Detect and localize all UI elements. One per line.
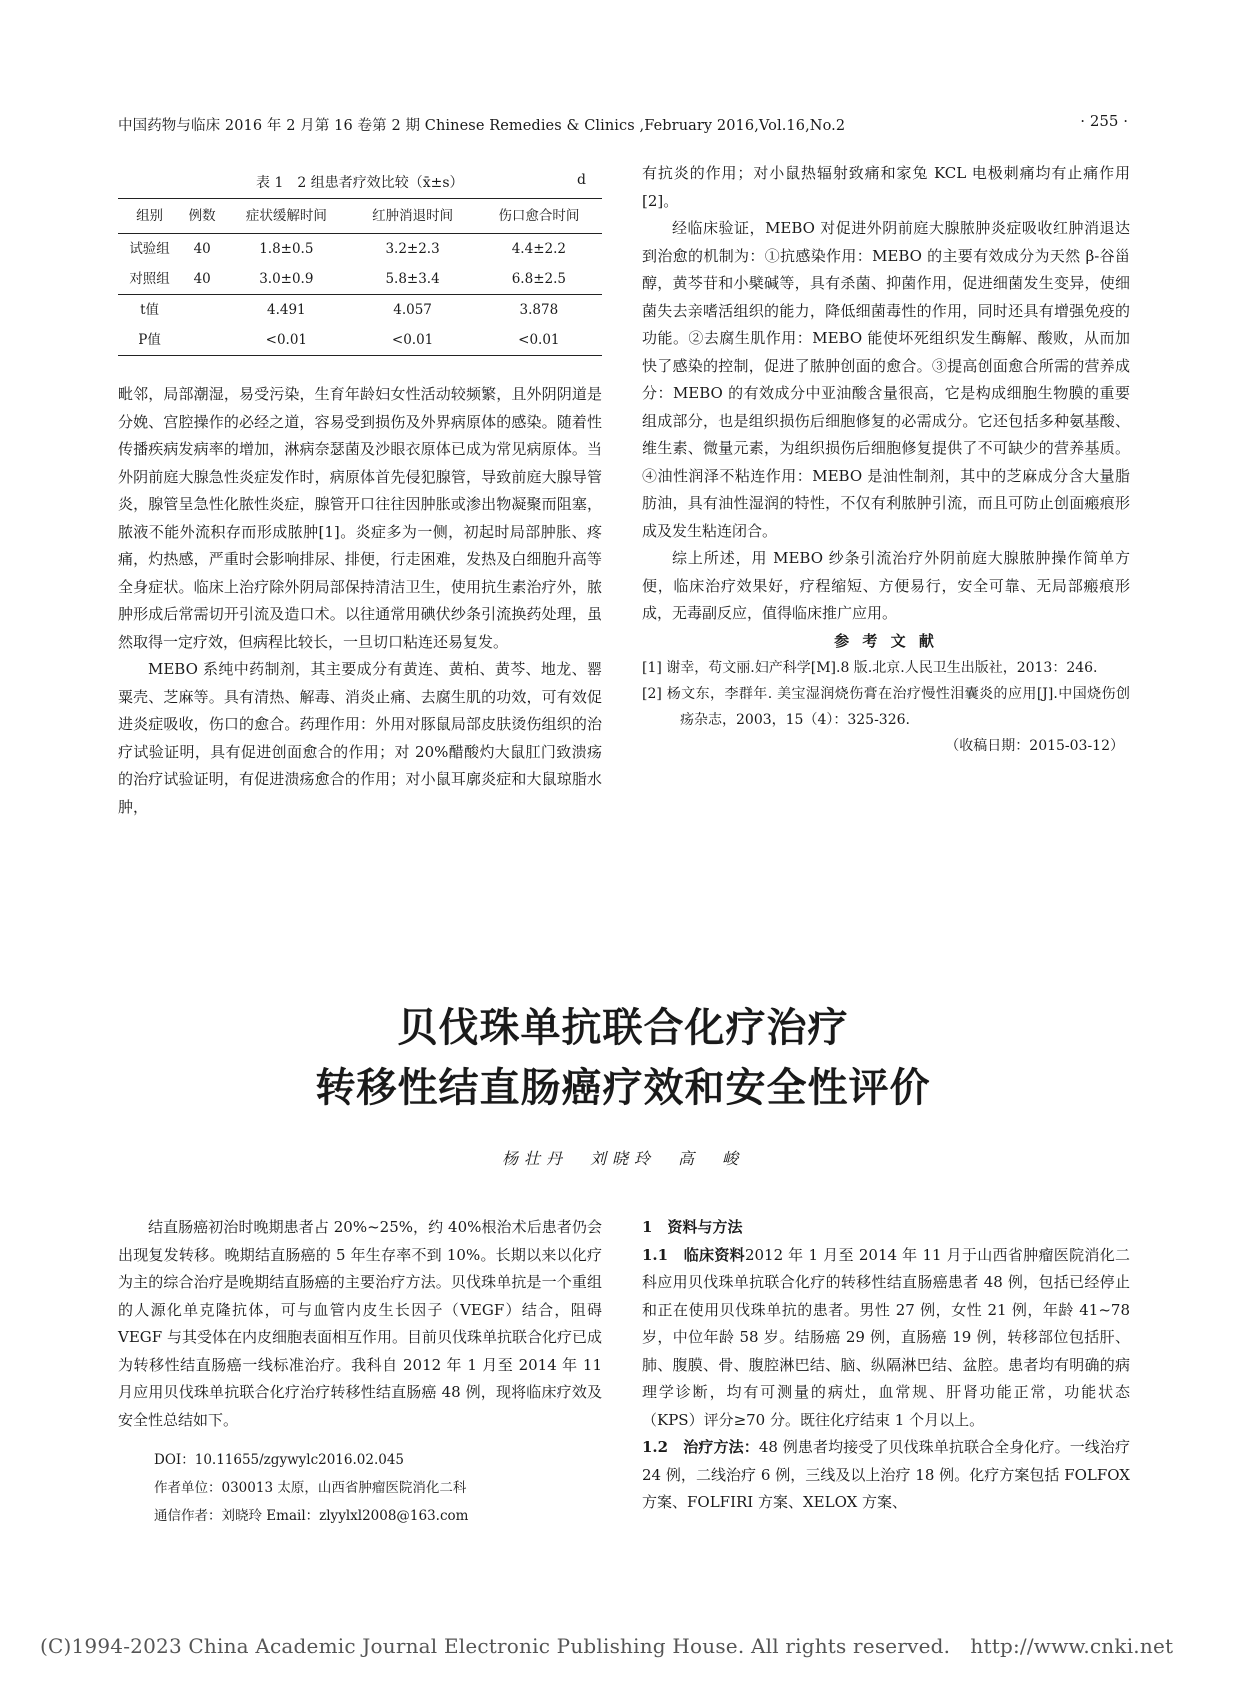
section-heading: 1 资料与方法 — [642, 1218, 743, 1236]
table-caption — [118, 172, 602, 192]
paragraph-text: 48 例患者均接受了贝伐珠单抗联合全身化疗。一线治疗 24 例，二线治疗 6 例，三线及以上治疗 18 例。化疗方案包括 FOLFOX 方案、FOLFIRI 方案、XELOX 方案、 — [642, 1438, 1130, 1511]
table-header-row — [118, 199, 602, 234]
table-cell: 试验组 — [129, 241, 170, 257]
title-line: 贝伐珠单抗联合化疗治疗 — [397, 1005, 849, 1051]
table-cell: P值 — [118, 325, 181, 356]
paragraph-text: 2012 年 1 月至 2014 年 11 月于山西省肿瘤医院消化二科应用贝伐珠单抗联合化疗的转移性结直肠癌患者 48 例，包括已经停止和正在使用贝伐珠单抗的患者。男性 27 例，女性 21 例，年龄 41~78 岁，中位年龄 58 岁。结肠癌 29 例，直肠癌 19 例，转移部位包括肝、肺、腹膜、骨、腹腔淋巴结、脑、纵隔淋巴结、盆腔。患者均有明确的病理学诊断，均有可测量的病灶，血常规、肝肾功能正常，功能状态（KPS）评分≥70 分。既往化疗结束 1 个月以上。 — [642, 1245, 1130, 1429]
table-cell: 40 — [193, 241, 211, 257]
table-cell: 6.8±2.5 — [511, 271, 566, 287]
table-cell: 5.8±3.4 — [385, 271, 440, 287]
table-row — [118, 295, 602, 326]
right-column-bottom — [642, 1214, 1130, 1517]
body-paragraph: 有抗炎的作用；对小鼠热辐射致痛和家兔 KCL 电极刺痛均有止痛作用[2]。 — [642, 164, 1130, 210]
table-row — [118, 264, 602, 295]
copyright-footer: (C)1994-2023 China Academic Journal Electronic Publishing House. All rights reserved. http://www.cnki.net — [40, 1634, 1174, 1658]
table-title: 表 1 2 组患者疗效比较（x̄±s） — [256, 175, 464, 191]
doi: DOI：10.11655/zgywylc2016.02.045 — [154, 1452, 405, 1468]
table-cell: 3.878 — [476, 295, 602, 326]
table-row — [118, 234, 602, 265]
reference-item: [2] 杨文东，李群年. 美宝湿润烧伤膏在治疗慢性泪囊炎的应用[J].中国烧伤创疡杂志，2003，15（4）：325-326. — [642, 686, 1130, 728]
body-paragraph: MEBO 系纯中药制剂，其主要成分有黄连、黄柏、黄芩、地龙、罂粟壳、芝麻等。具有清热、解毒、消炎止痛、去腐生肌的功效，可有效促进炎症吸收，伤口的愈合。药理作用：外用对豚鼠局部皮肤烫伤组织的治疗试验证明，具有促进创面愈合的作用；对 20%醋酸灼大鼠肛门致溃疡的治疗试验证明，有促进溃疡愈合的作用；对小鼠耳廓炎症和大鼠琼脂水肿， — [118, 660, 602, 816]
table-cell: 4.4±2.2 — [511, 241, 566, 257]
right-column-top — [642, 160, 1130, 761]
left-column-bottom — [118, 1214, 602, 1530]
table-cell: <0.01 — [223, 325, 349, 356]
corresponding-author: 通信作者：刘晓玲 Email：zlyylxl2008@163.com — [154, 1508, 469, 1524]
column-header: 例数 — [188, 208, 216, 224]
body-paragraph: 结直肠癌初治时晚期患者占 20%~25%，约 40%根治术后患者仍会出现复发转移。晚期结直肠癌的 5 年生存率不到 10%。长期以来以化疗为主的综合治疗是晚期结直肠癌的主要治疗方法。贝伐珠单抗是一个重组的人源化单克隆抗体，可与血管内皮生长因子（VEGF）结合，阻碍 VEGF 与其受体在内皮细胞表面相互作用。目前贝伐珠单抗联合化疗已成为转移性结直肠癌一线标准治疗。我科自 2012 年 1 月至 2014 年 11 月应用贝伐珠单抗联合化疗治疗转移性结直肠癌 48 例，现将临床疗效及安全性总结如下。 — [118, 1218, 602, 1429]
table-cell: 对照组 — [129, 271, 170, 287]
table-cell: 4.491 — [223, 295, 349, 326]
table-cell: <0.01 — [349, 325, 475, 356]
body-paragraph: 综上所述，用 MEBO 纱条引流治疗外阴前庭大腺脓肿操作简单方便，临床治疗效果好，疗程缩短、方便易行，安全可靠、无局部瘢痕形成，无毒副反应，值得临床推广应用。 — [642, 549, 1130, 622]
table-row — [118, 325, 602, 356]
references-heading: 参 考 文 献 — [834, 631, 938, 650]
body-paragraph: 毗邻，局部潮湿，易受污染，生育年龄妇女性活动较频繁，且外阴阴道是分娩、宫腔操作的必经之道，容易受到损伤及外界病原体的感染。随着性传播疾病发病率的增加，淋病奈瑟菌及沙眼衣原体已成为常见病原体。当外阴前庭大腺急性炎症发作时，病原体首先侵犯腺管，导致前庭大腺导管炎，腺管呈急性化脓性炎症，腺管开口往往因肿胀或渗出物凝聚而阻塞，脓液不能外流积存而形成脓肿[1]。炎症多为一侧，初起时局部肿胀、疼痛，灼热感，严重时会影响排尿、排便，行走困难，发热及白细胞升高等全身症状。临床上治疗除外阴局部保持清洁卫生，使用抗生素治疗外，脓肿形成后常需切开引流及造口术。以往通常用碘伏纱条引流换药处理，虽然取得一定疗效，但病程比较长，一旦切口粘连还易复发。 — [118, 385, 602, 651]
body-paragraph — [642, 1242, 1130, 1435]
body-paragraph: 经临床验证，MEBO 对促进外阴前庭大腺脓肿炎症吸收红肿消退达到治愈的机制为：①抗感染作用：MEBO 的主要有效成分为天然 β-谷甾醇，黄芩苷和小檗碱等，具有杀菌、抑菌作用，促进细菌发生变异，使细菌失去亲嗜活组织的能力，降低细菌毒性的作用，同时还具有增强免疫的功能。②去腐生肌作用：MEBO 能使坏死组织发生酶解、酸败，从而加快了感染的控制，促进了脓肿创面的愈合。③提高创面愈合所需的营养成分：MEBO 的有效成分中亚油酸含量很高，它是构成细胞生物膜的重要组成部分，也是组织损伤后细胞修复的必需成分。它还包括多种氨基酸、维生素、微量元素，为组织损伤后细胞修复提供了不可缺少的营养基质。④油性润泽不粘连作用：MEBO 是油性制剂，其中的芝麻成分含大量脂肪油，具有油性湿润的特性，不仅有利脓肿引流，而且可防止创面瘢痕形成及发生粘连闭合。 — [642, 219, 1130, 540]
body-paragraph — [642, 1434, 1130, 1517]
footnote — [118, 1446, 602, 1530]
subsection-heading: 1.2 治疗方法： — [642, 1438, 759, 1456]
table-cell — [181, 325, 223, 356]
column-header: 组别 — [136, 208, 164, 224]
table-cell: t值 — [118, 295, 181, 326]
author-affiliation: 作者单位：030013 太原，山西省肿瘤医院消化二科 — [154, 1480, 467, 1496]
reference-item: [1] 谢幸，苟文丽.妇产科学[M].8 版.北京.人民卫生出版社，2013：246. — [642, 660, 1098, 676]
table-cell — [181, 295, 223, 326]
table-cell: 1.8±0.5 — [259, 241, 314, 257]
table-cell: 3.2±2.3 — [385, 241, 440, 257]
title-line: 转移性结直肠癌疗效和安全性评价 — [315, 1065, 931, 1111]
running-header: 中国药物与临床 2016 年 2 月第 16 卷第 2 期 Chinese Remedies & Clinics ,February 2016,Vol.16,No.2 — [118, 118, 846, 134]
table-cell: 40 — [193, 271, 211, 287]
column-header: 伤口愈合时间 — [498, 208, 580, 224]
article-title — [0, 998, 1246, 1118]
table-cell: <0.01 — [476, 325, 602, 356]
efficacy-table — [118, 198, 602, 356]
left-column-top — [118, 381, 602, 821]
author-list: 杨壮丹 刘晓玲 高 峻 — [501, 1149, 744, 1168]
received-date: （收稿日期：2015-03-12） — [945, 738, 1124, 754]
subsection-heading: 1.1 临床资料 — [642, 1245, 745, 1264]
column-header: 红肿消退时间 — [372, 208, 454, 224]
table-cell: 3.0±0.9 — [259, 271, 314, 287]
column-header: 症状缓解时间 — [245, 208, 327, 224]
table-cell: 4.057 — [349, 295, 475, 326]
page-number: · 255 · — [1080, 112, 1128, 130]
table-unit: d — [577, 172, 586, 188]
